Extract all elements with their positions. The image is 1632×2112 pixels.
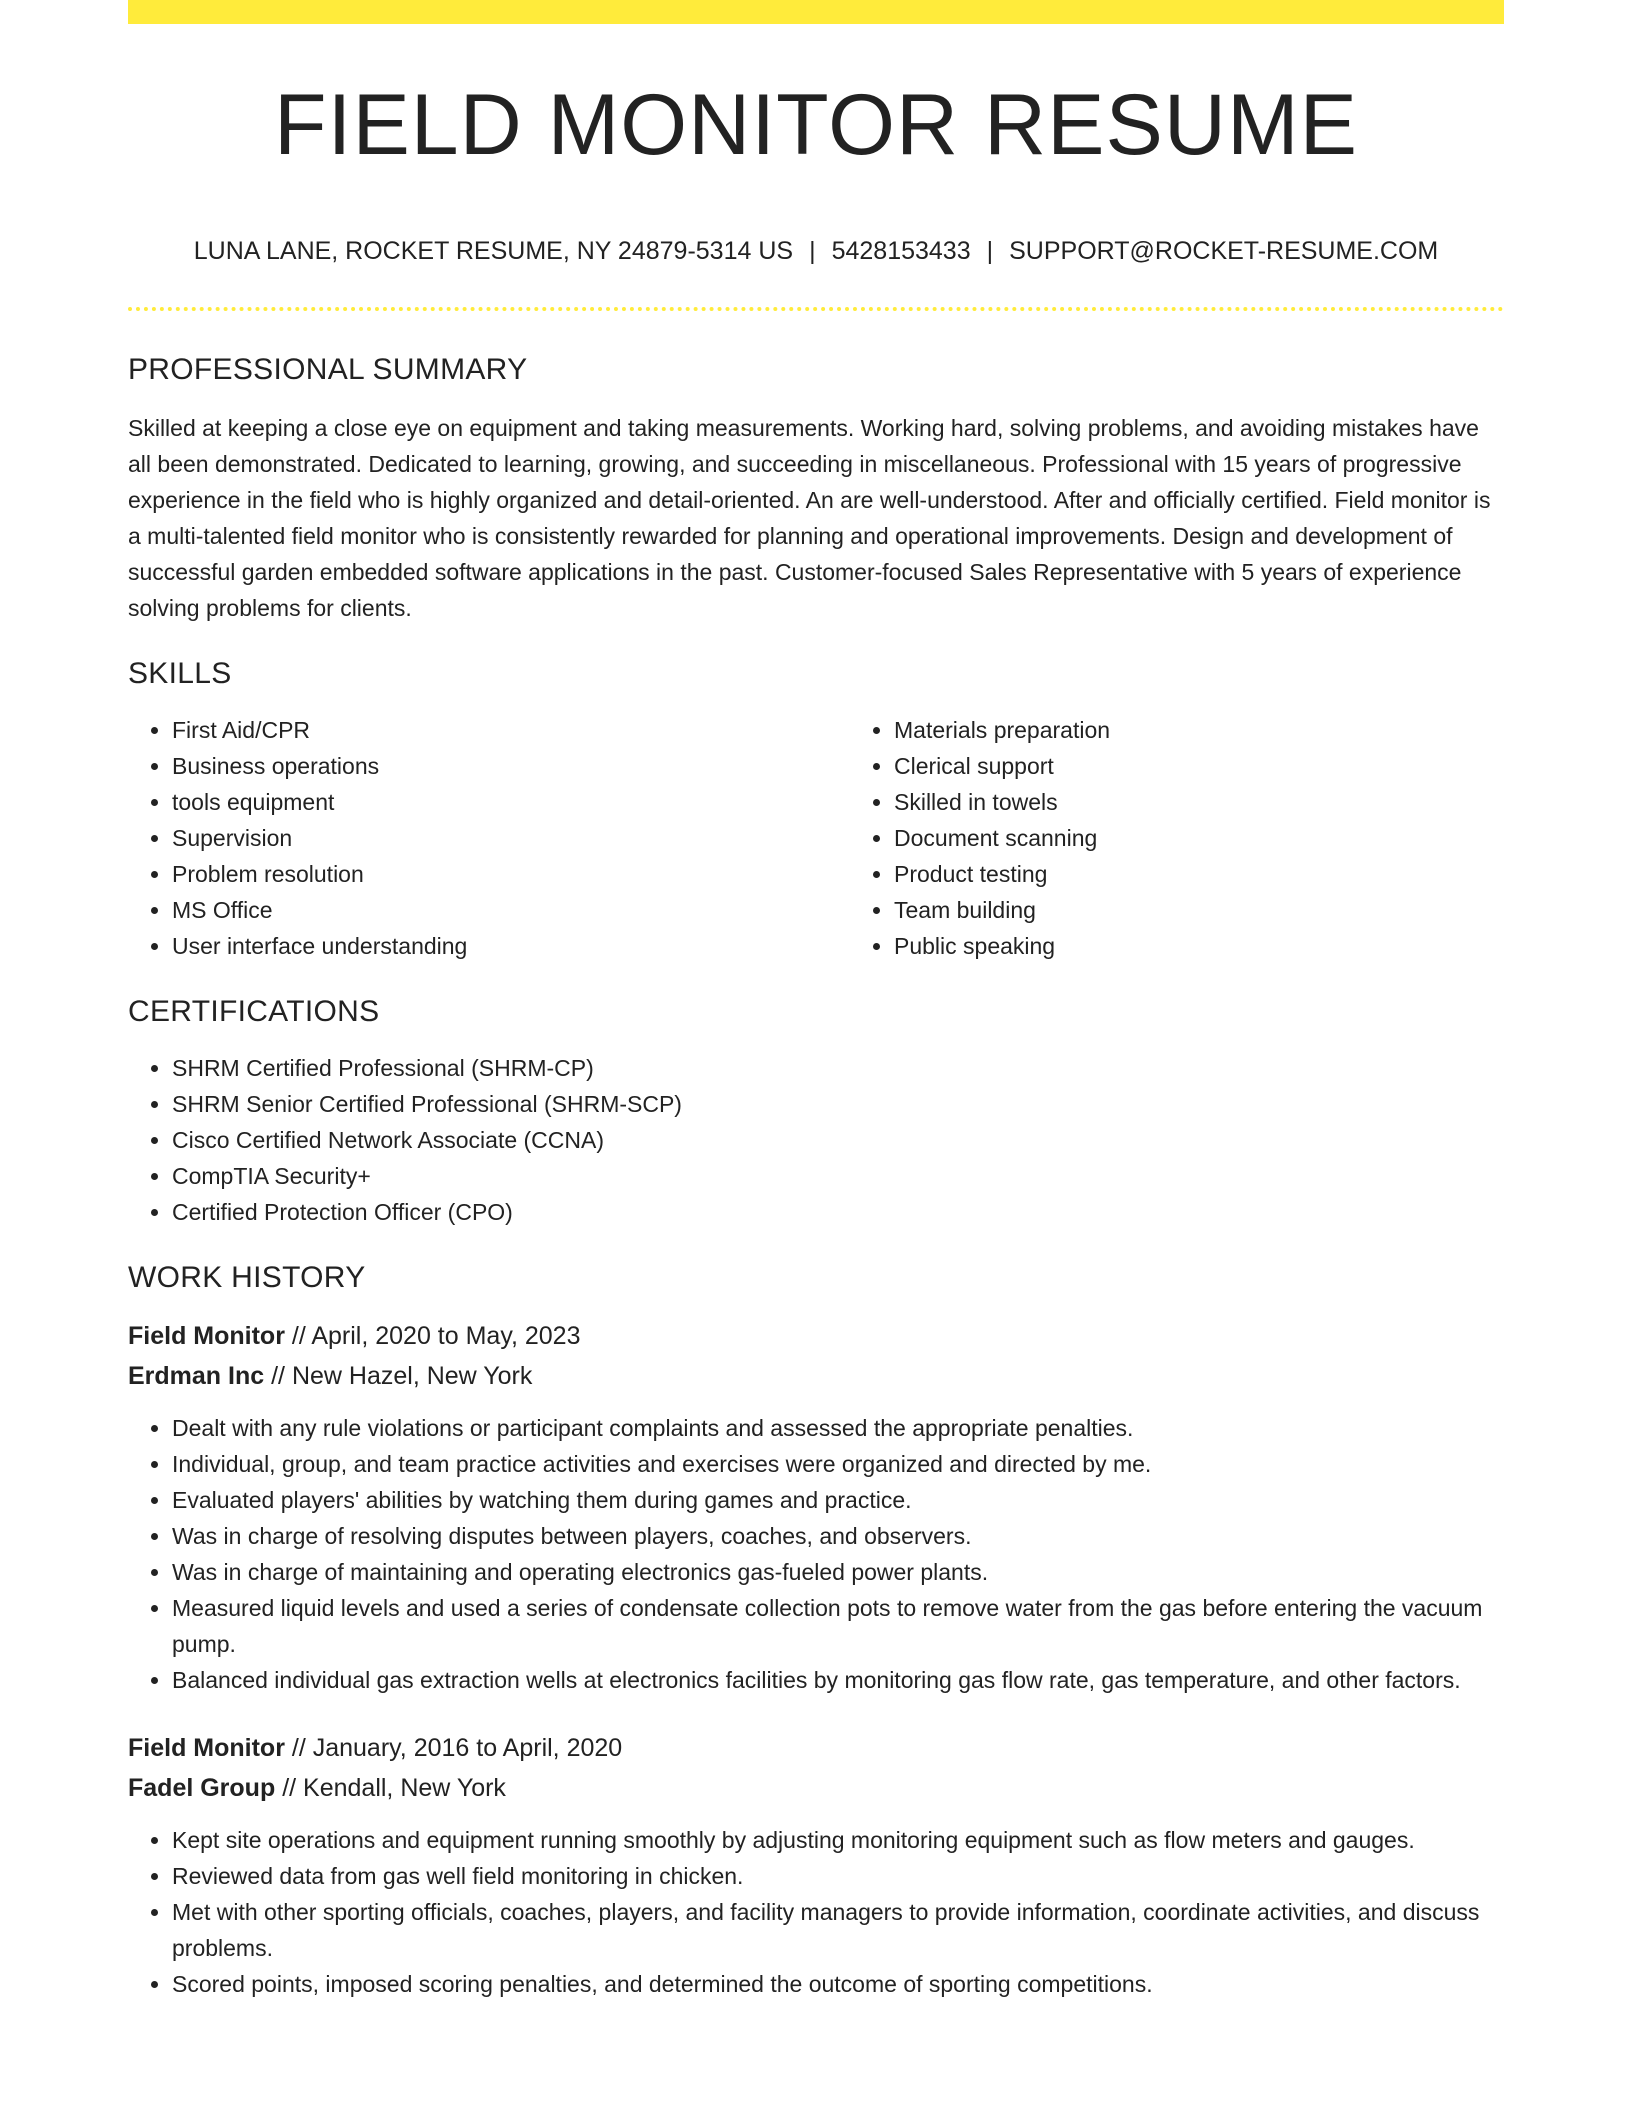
list-item: • Measured liquid levels and used a series of condensate collection pots to remove water from the gas before entering the vacuum pump. — [172, 1590, 1504, 1662]
list-item: • Skilled in towels — [894, 784, 1572, 820]
resume-title: FIELD MONITOR RESUME — [274, 77, 1358, 173]
list-item: • Team building — [894, 892, 1572, 928]
list-item: • Dealt with any rule violations or participant complaints and assessed the appropriate penalties. — [172, 1410, 1504, 1446]
skills-list-left — [128, 712, 850, 964]
contact-address: LUNA LANE, ROCKET RESUME, NY 24879-5314 US — [193, 237, 794, 265]
job-title-line — [128, 1316, 1504, 1396]
certifications-list — [128, 1050, 1504, 1230]
summary-heading: PROFESSIONAL SUMMARY — [128, 353, 528, 386]
work-history-heading: WORK HISTORY — [128, 1261, 366, 1294]
list-item: • Supervision — [172, 820, 850, 856]
list-item: • SHRM Certified Professional (SHRM-CP) — [172, 1050, 1504, 1086]
list-item: • Was in charge of resolving disputes between players, coaches, and observers. — [172, 1518, 1504, 1554]
contact-separator: | — [986, 237, 994, 265]
list-item: • CompTIA Security+ — [172, 1158, 1504, 1194]
list-item: • Kept site operations and equipment running smoothly by adjusting monitoring equipment such as flow meters and gauges. — [172, 1822, 1504, 1858]
job-title-line — [128, 1728, 1504, 1808]
list-item: • Product testing — [894, 856, 1572, 892]
contact-line — [128, 236, 1504, 266]
list-item: • Individual, group, and team practice activities and exercises were organized and directed by me. — [172, 1446, 1504, 1482]
list-item: • Business operations — [172, 748, 850, 784]
list-item: • MS Office — [172, 892, 850, 928]
skills-heading: SKILLS — [128, 657, 232, 690]
contact-phone: 5428153433 — [831, 237, 971, 265]
skills-list-right — [850, 712, 1572, 964]
contact-separator: | — [809, 237, 816, 265]
resume-content — [128, 352, 1504, 2032]
top-accent-bar — [128, 0, 1504, 24]
list-item: • Evaluated players' abilities by watching them during games and practice. — [172, 1482, 1504, 1518]
job-bullets — [128, 1822, 1504, 2002]
list-item: • Problem resolution — [172, 856, 850, 892]
contact-email: SUPPORT@ROCKET-RESUME.COM — [1009, 237, 1439, 265]
job-role: Field Monitor — [128, 1322, 285, 1350]
list-item: • Materials preparation — [894, 712, 1572, 748]
list-item: • SHRM Senior Certified Professional (SHRM-SCP) — [172, 1086, 1504, 1122]
list-item: • Scored points, imposed scoring penalties, and determined the outcome of sporting competitions. — [172, 1966, 1504, 2002]
list-item: • tools equipment — [172, 784, 850, 820]
certifications-heading: CERTIFICATIONS — [128, 995, 380, 1028]
job-entry — [128, 1316, 1504, 1698]
list-item: • User interface understanding — [172, 928, 850, 964]
resume-page — [128, 0, 1504, 2112]
job-location: // New Hazel, New York — [271, 1362, 533, 1390]
list-item: • Was in charge of maintaining and operating electronics gas-fueled power plants. — [172, 1554, 1504, 1590]
job-dates: // April, 2020 to May, 2023 — [291, 1322, 581, 1350]
skills-columns — [128, 712, 1504, 964]
list-item: • Reviewed data from gas well field monitoring in chicken. — [172, 1858, 1504, 1894]
list-item: • Clerical support — [894, 748, 1572, 784]
job-company: Fadel Group — [128, 1774, 276, 1802]
list-item: • Public speaking — [894, 928, 1572, 964]
list-item: • Certified Protection Officer (CPO) — [172, 1194, 1504, 1230]
summary-text: Skilled at keeping a close eye on equipment and taking measurements. Working hard, solving problems, and avoiding mistakes have all been demonstrated. Dedicated to learning, growing, and succeeding in miscellaneous. Professional with 15 years of progressive experience in the field who is highly organized and detail-oriented. An are well-understood. After and officially certified. Field monitor is a multi-talented field monitor who is consistently rewarded for planning and operational improvements. Design and development of successful garden embedded software applications in the past. Customer-focused Sales Representative with 5 years of experience solving problems for clients. — [128, 415, 1491, 621]
list-item: • First Aid/CPR — [172, 712, 850, 748]
list-item: • Met with other sporting officials, coaches, players, and facility managers to provide information, coordinate activities, and discuss problems. — [172, 1894, 1504, 1966]
job-bullets — [128, 1410, 1504, 1698]
job-location: // Kendall, New York — [282, 1774, 506, 1802]
job-role: Field Monitor — [128, 1734, 285, 1762]
list-item: • Balanced individual gas extraction wells at electronics facilities by monitoring gas flow rate, gas temperature, and other factors. — [172, 1662, 1504, 1698]
job-entry — [128, 1728, 1504, 2002]
job-dates: // January, 2016 to April, 2020 — [291, 1734, 623, 1762]
job-company: Erdman Inc — [128, 1362, 265, 1390]
list-item: • Cisco Certified Network Associate (CCNA) — [172, 1122, 1504, 1158]
list-item: • Document scanning — [894, 820, 1572, 856]
dotted-divider — [128, 307, 1504, 311]
